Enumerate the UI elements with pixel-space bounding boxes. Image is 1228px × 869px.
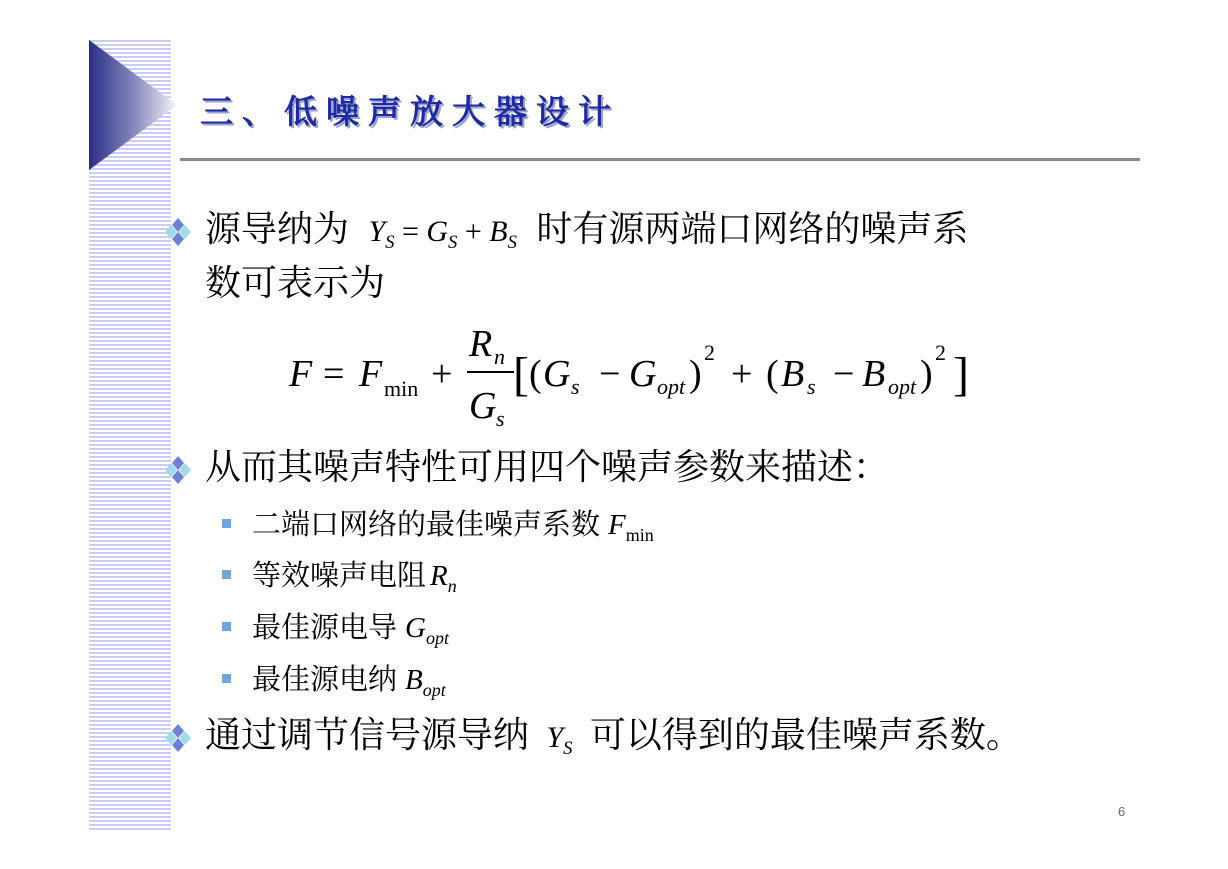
bullet-text: 可以得到的最佳噪声系数。 — [589, 715, 1022, 756]
ys-symbol: $Y_S$ — [546, 721, 573, 759]
svg-text:(: ( — [529, 353, 542, 395]
svg-text:G: G — [469, 385, 497, 427]
sub-item-fmin: 二端口网络的最佳噪声系数 $F_{min}$ — [252, 507, 654, 545]
sub-item-rn: 等效噪声电阻 $R_n$ — [252, 558, 457, 596]
svg-text:F: F — [359, 353, 383, 395]
sub-item-gopt: 最佳源电导 $G_{opt}$ — [252, 610, 449, 648]
bullet-text: 时有源两端口网络的噪声系 — [536, 209, 969, 250]
svg-text:]: ] — [953, 348, 969, 401]
triangle-arrow-icon — [89, 40, 179, 170]
svg-text:[: [ — [513, 348, 529, 401]
svg-text:(: ( — [766, 353, 779, 395]
svg-text:s: s — [496, 406, 505, 431]
bullet-continuation: 数可表示为 — [205, 263, 386, 304]
sub-item-bopt: 最佳源电纳 $B_{opt}$ — [252, 662, 446, 700]
svg-text:+: + — [431, 353, 453, 395]
svg-text:+: + — [731, 353, 753, 395]
diamond-bullet-icon — [163, 723, 193, 753]
svg-text:s: s — [807, 374, 816, 399]
diamond-bullet-icon — [163, 217, 193, 247]
svg-text:G: G — [629, 353, 657, 395]
svg-text:=: = — [323, 353, 345, 395]
admittance-expression: $Y_S = G_S + B_S$ — [368, 215, 517, 253]
svg-text:−: − — [833, 353, 855, 395]
svg-text:R: R — [469, 323, 493, 365]
bullet-text: 源导纳为 — [205, 209, 350, 250]
bullet-noise-parameters: 从而其噪声特性可用四个噪声参数来描述： — [205, 447, 890, 488]
svg-text:n: n — [494, 344, 505, 369]
square-bullet-icon — [222, 570, 231, 579]
svg-text:F: F — [289, 353, 313, 395]
svg-text:−: − — [599, 353, 621, 395]
svg-text:2: 2 — [704, 340, 715, 365]
svg-text:opt: opt — [657, 374, 686, 399]
svg-text:s: s — [571, 374, 580, 399]
svg-text:): ) — [689, 353, 702, 395]
noise-figure-formula — [289, 318, 989, 438]
svg-text:2: 2 — [935, 340, 946, 365]
svg-text:B: B — [862, 353, 886, 395]
svg-text:opt: opt — [888, 374, 917, 399]
bullet-text: 通过调节信号源导纳 — [205, 715, 530, 756]
title-divider — [180, 158, 1140, 161]
svg-text:): ) — [920, 353, 933, 395]
square-bullet-icon — [222, 622, 231, 631]
svg-text:B: B — [781, 353, 805, 395]
diamond-bullet-icon — [163, 455, 193, 485]
svg-text:min: min — [384, 376, 419, 401]
page-number: 6 — [1118, 804, 1126, 819]
slide-title: 三、低噪声放大器设计 — [200, 92, 620, 131]
square-bullet-icon — [222, 674, 231, 683]
svg-text:G: G — [543, 353, 571, 395]
bullet-optimal-noise — [205, 714, 1022, 771]
square-bullet-icon — [222, 519, 231, 528]
bullet-source-admittance — [205, 208, 968, 265]
